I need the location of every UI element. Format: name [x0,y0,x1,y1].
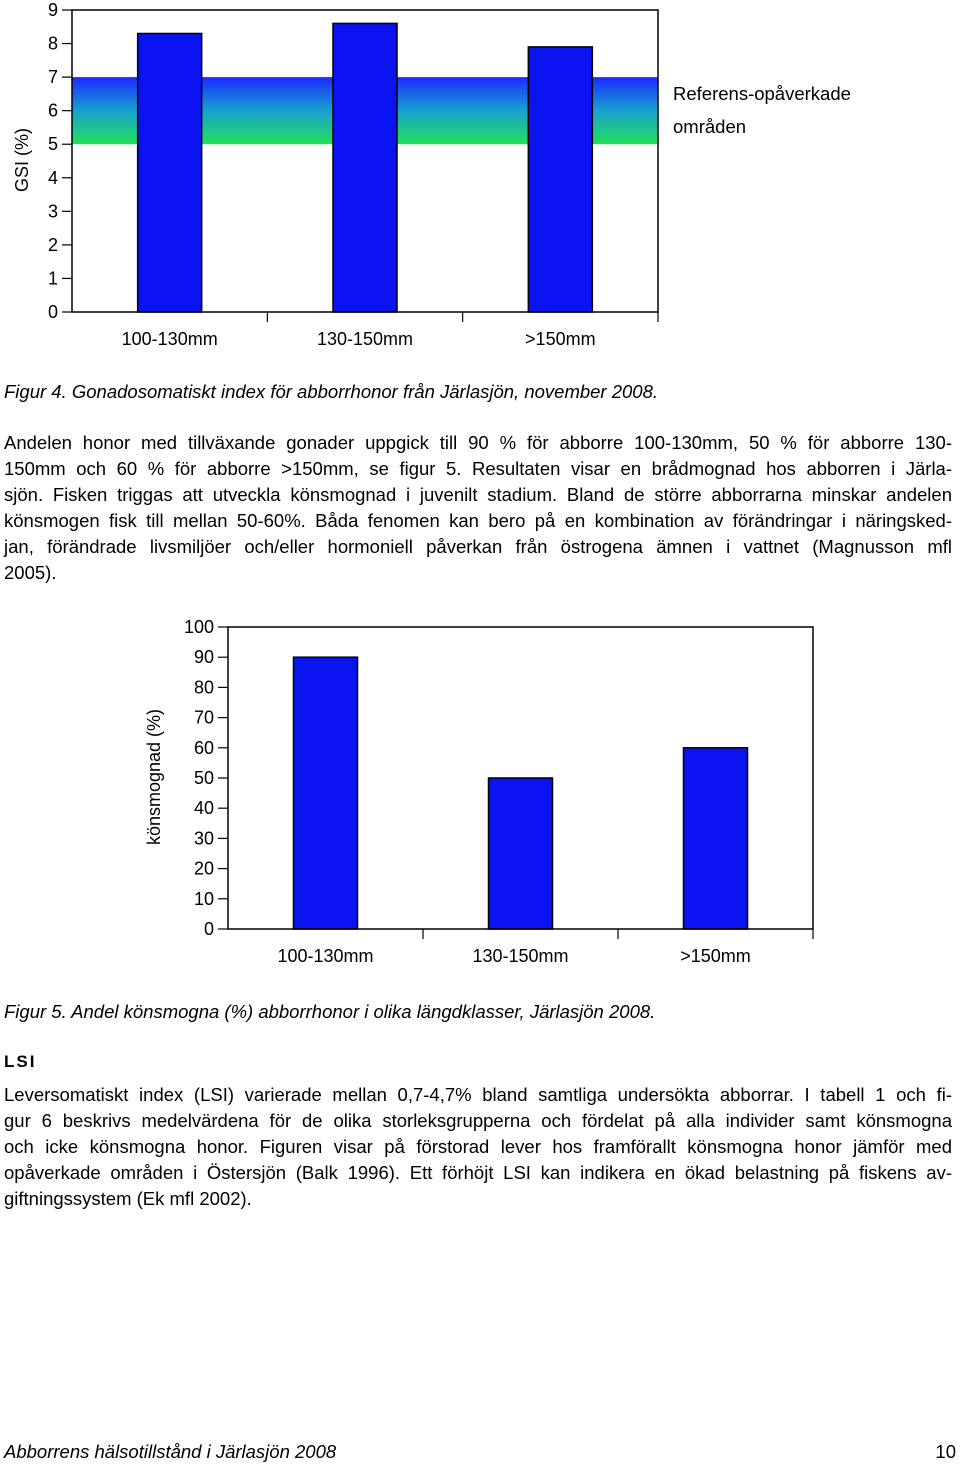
section-heading-lsi: LSI [4,1052,37,1071]
x-tick-label: 100-130mm [277,946,374,966]
y-tick-label: 40 [193,798,214,819]
footer-title: Abborrens hälsotillstånd i Järlasjön 2008 [4,1441,337,1462]
paragraph-line: och icke könsmogna honor. Figuren visar på förstorad lever hos framförallt könsmogna honor jämför med [4,1136,952,1157]
body-paragraph-gonads [4,430,952,586]
bar [294,657,358,929]
reference-band-label-line2: områden [673,116,747,137]
bar [684,748,748,929]
x-tick-label: 130-150mm [472,946,569,966]
y-tick-label: 0 [47,302,58,322]
y-tick-label: 7 [47,67,58,88]
y-tick-label: 1 [47,268,58,289]
x-tick-label: >150mm [680,946,751,966]
paragraph-line: Leversomatiskt index (LSI) varierade mellan 0,7-4,7% bland samtliga undersökta abborrar. I tabell 1 och fi- [4,1084,952,1105]
gsi-bar-chart [0,0,960,360]
bar [138,33,202,312]
y-tick-label: 6 [47,100,58,121]
y-tick-label: 3 [47,201,58,222]
y-tick-label: 30 [193,828,214,849]
y-tick-label: 80 [193,677,214,698]
paragraph-line: könsmogen fisk till mellan 50-60%. Båda fenomen kan bero på en kombination av förändringar i näringsked- [4,510,952,531]
x-tick-label: >150mm [525,329,596,349]
y-tick-label: 2 [47,234,58,255]
y-tick-label: 5 [47,134,58,155]
paragraph-line: 2005). [4,562,57,583]
bar [528,47,592,312]
y-tick-label: 100 [183,617,214,637]
paragraph-line: 150mm och 60 % för abborre >150mm, se figur 5. Resultaten visar en brådmognad hos abborren i Järla- [4,458,952,479]
y-tick-label: 8 [47,33,58,54]
y-tick-label: 70 [193,707,214,728]
reference-band-label-line1: Referens-opåverkade [673,83,851,104]
bar [489,778,553,929]
body-paragraph-lsi [4,1082,952,1212]
y-tick-label: 90 [193,647,214,668]
paragraph-line: opåverkade områden i Östersjön (Balk 1996). Ett förhöjt LSI kan indikera en ökad belastning på fiskens av- [4,1162,952,1183]
y-tick-label: 0 [203,919,214,939]
y-tick-label: 9 [47,0,58,20]
figure-4-caption: Figur 4. Gonadosomatiskt index för abborrhonor från Järlasjön, november 2008. [4,381,659,402]
x-tick-label: 130-150mm [316,329,414,349]
y-axis-label: GSI (%) [12,127,32,193]
paragraph-line: giftningssystem (Ek mfl 2002). [4,1188,252,1209]
paragraph-line: gur 6 beskrivs medelvärdena för de olika storleksgrupperna och fördelat på alla individer samt könsmogna [4,1110,952,1131]
y-tick-label: 20 [193,858,214,879]
paragraph-line: sjön. Fisken triggas att utveckla könsmognad i juvenilt stadium. Bland de större abborrarna minskar andelen [4,484,952,505]
y-tick-label: 4 [47,167,58,188]
footer-page-number: 10 [935,1441,956,1462]
paragraph-line: jan, förändrade livsmiljöer och/eller hormoniell påverkan från östrogena ämnen i vattnet (Magnusson mfl [4,536,952,557]
y-tick-label: 10 [193,888,214,909]
figure-5-caption: Figur 5. Andel könsmogna (%) abborrhonor i olika längdklasser, Järlasjön 2008. [4,1001,656,1022]
y-axis-label: könsmognad (%) [144,708,164,846]
y-tick-label: 60 [193,737,214,758]
x-tick-label: 100-130mm [121,329,218,349]
maturity-bar-chart [0,610,960,980]
y-tick-label: 50 [193,768,214,788]
paragraph-line: Andelen honor med tillväxande gonader uppgick till 90 % för abborre 100-130mm, 50 % för abborre 130- [4,432,952,453]
bar [333,23,397,312]
